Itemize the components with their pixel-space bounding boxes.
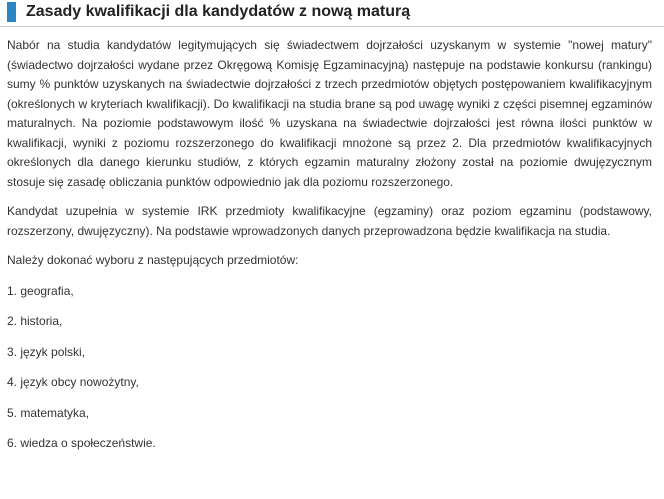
main-content [7, 36, 652, 465]
list-item: 5. matematyka, [7, 405, 90, 420]
list-item: 6. wiedza o społeczeństwie. [7, 436, 156, 451]
page-title: Zasady kwalifikacji dla kandydatów z nową maturą [26, 3, 411, 20]
section-header [0, 0, 664, 27]
list-item: 1. geografia, [7, 283, 74, 298]
paragraph-rules: Nabór na studia kandydatów legitymujących się świadectwem dojrzałości uzyskanym w systemie "nowej matury" (świadectwo dojrzałości wydane przez Okręgową Komisję Egzaminacyjną) następuje na podstawie konkursu (rankingu) sumy % punktów uzyskanych na świadectwie dojrzałości z trzech przedmiotów objętych postępowaniem kwalifikacyjnym (określonych w kryteriach kwalifikacji). Do kwalifikacji na studia brane są pod uwagę wyniki z części pisemnej egzaminów maturalnych. Na poziomie podstawowym ilość % uzyskana na świadectwie dojrzałości jest równa ilości punktów w kwalifikacji, wyniki z poziomu rozszerzonego do kwalifikacji mnożone są przez 2. Dla przedmiotów kwalifikacyjnych określonych dla danego kierunku studiów, z których egzamin maturalny złożony został na poziomie dwujęzycznym stosuje się zasadę obliczania punktów odpowiednio jak dla poziomu rozszerzonego. [7, 38, 652, 189]
list-item: 2. historia, [7, 314, 63, 329]
list-item: 4. język obcy nowożytny, [7, 375, 139, 390]
header-accent-bar [7, 2, 16, 22]
list-intro: Należy dokonać wyboru z następujących przedmiotów: [7, 253, 299, 267]
subjects-list [7, 282, 652, 466]
paragraph-irk: Kandydat uzupełnia w systemie IRK przedmioty kwalifikacyjne (egzaminy) oraz poziom egzaminu (podstawowy, rozszerzony, dwujęzyczny). Na podstawie wprowadzonych danych przeprowadzona będzie kwalifikacja na studia. [7, 204, 652, 238]
list-item: 3. język polski, [7, 344, 86, 359]
